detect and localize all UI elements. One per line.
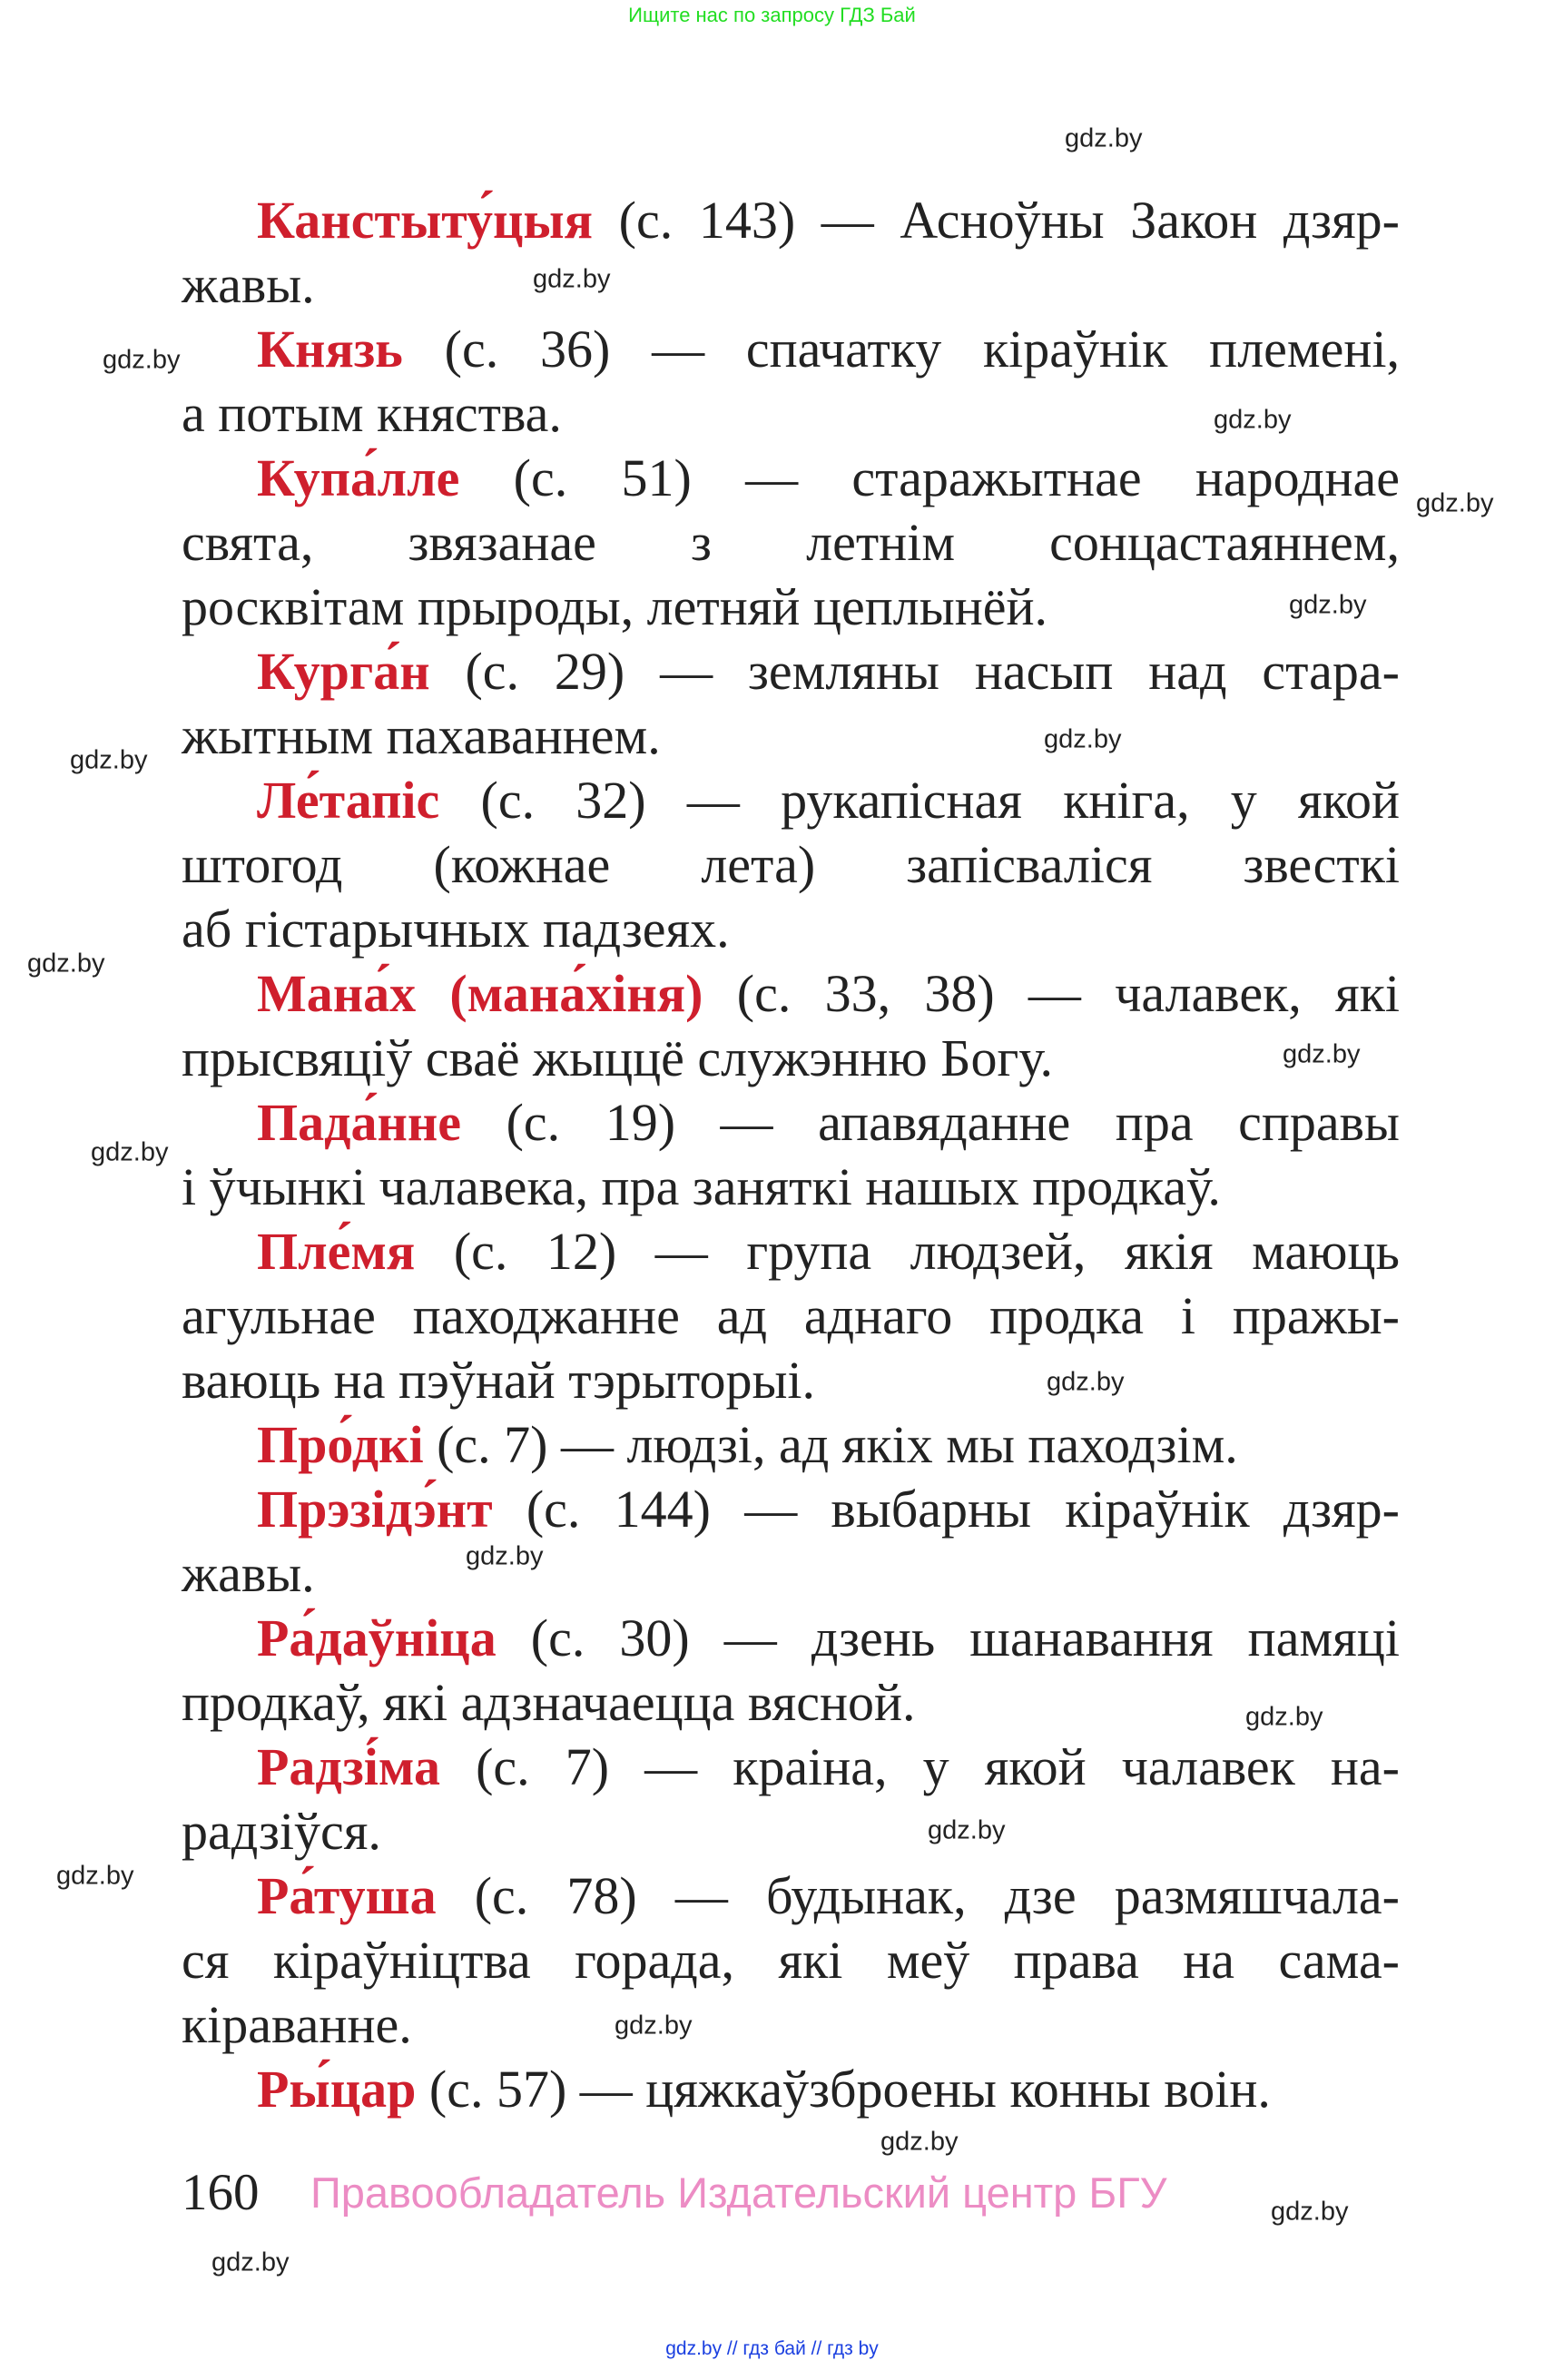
glossary-definition: (с. 32) — рукапісная кніга, у якой bbox=[439, 771, 1400, 830]
glossary-definition: росквітам прыроды, летняй цеплынёй. bbox=[182, 577, 1048, 636]
glossary-line bbox=[182, 1026, 1400, 1090]
glossary-line bbox=[182, 1799, 1400, 1864]
glossary-entry bbox=[182, 446, 1400, 510]
glossary-line bbox=[182, 1992, 1400, 2057]
watermark: gdz.by bbox=[466, 1541, 544, 1571]
glossary-definition: (с. 36) — спачатку кіраўнік племені, bbox=[402, 320, 1400, 379]
glossary-term: Ры́цар bbox=[257, 2060, 417, 2119]
watermark: gdz.by bbox=[1047, 1367, 1125, 1397]
watermark: gdz.by bbox=[211, 2247, 290, 2277]
glossary-definition: (с. 143) — Асноўны Закон дзяр- bbox=[593, 191, 1400, 250]
glossary-entry bbox=[182, 639, 1400, 703]
glossary-definition: жытным пахаваннем. bbox=[182, 706, 661, 765]
glossary-line bbox=[182, 832, 1400, 897]
glossary-entry bbox=[182, 188, 1400, 252]
glossary-line bbox=[182, 1670, 1400, 1735]
glossary-definition: (с. 7) — людзі, ад якіх мы паходзім. bbox=[423, 1415, 1238, 1474]
glossary-entry bbox=[182, 1219, 1400, 1283]
glossary-definition: (с. 144) — выбарны кіраўнік дзяр- bbox=[492, 1480, 1400, 1539]
glossary-line bbox=[182, 1283, 1400, 1348]
watermark: gdz.by bbox=[1283, 1039, 1361, 1069]
glossary-term: Пада́нне bbox=[257, 1093, 462, 1152]
glossary-entry bbox=[182, 1412, 1400, 1477]
glossary-definition: (с. 12) — група людзей, якія маюць bbox=[415, 1222, 1400, 1281]
watermark: gdz.by bbox=[1416, 488, 1494, 518]
glossary-line bbox=[182, 1348, 1400, 1412]
glossary-term: Ра́туша bbox=[257, 1866, 437, 1925]
watermark: gdz.by bbox=[70, 745, 148, 775]
glossary-definition: кіраванне. bbox=[182, 1995, 412, 2054]
glossary-definition: ся кіраўніцтва горада, які меў права на сама- bbox=[182, 1931, 1400, 1990]
watermark: gdz.by bbox=[91, 1137, 169, 1167]
glossary-term: Курга́н bbox=[257, 642, 430, 701]
glossary-term: Ра́даўніца bbox=[257, 1608, 497, 1667]
watermark: gdz.by bbox=[1044, 724, 1122, 754]
watermark: gdz.by bbox=[1065, 123, 1143, 153]
glossary-line bbox=[182, 897, 1400, 961]
glossary-term: Князь bbox=[257, 320, 403, 379]
glossary-entry bbox=[182, 1864, 1400, 1928]
glossary-term: Прэзідэ́нт bbox=[257, 1480, 493, 1539]
watermark: gdz.by bbox=[928, 1815, 1006, 1845]
watermark: gdz.by bbox=[56, 1861, 134, 1891]
glossary-term: Радзі́ма bbox=[257, 1737, 441, 1796]
glossary-definition: а потым княства. bbox=[182, 384, 562, 443]
glossary-entry bbox=[182, 2057, 1400, 2121]
watermark: gdz.by bbox=[27, 949, 105, 979]
glossary-entry bbox=[182, 1606, 1400, 1670]
watermark: gdz.by bbox=[533, 264, 611, 294]
glossary-line bbox=[182, 1155, 1400, 1219]
watermark: gdz.by bbox=[1245, 1702, 1323, 1732]
glossary-line bbox=[182, 252, 1400, 317]
glossary-line bbox=[182, 1541, 1400, 1606]
top-banner: Ищите нас по запросу ГДЗ Бай bbox=[628, 4, 916, 26]
glossary-term: Канстыту́цыя bbox=[257, 191, 594, 250]
watermark: gdz.by bbox=[1271, 2197, 1349, 2227]
glossary-line bbox=[182, 510, 1400, 575]
glossary-definition: (с. 30) — дзень шанавання памяці bbox=[496, 1608, 1400, 1667]
glossary-entry bbox=[182, 768, 1400, 832]
watermark: gdz.by bbox=[1289, 590, 1367, 620]
glossary-definition: прысвяціў сваё жыццё служэнню Богу. bbox=[182, 1028, 1054, 1087]
glossary-definition: ваюць на пэўнай тэрыторыі. bbox=[182, 1351, 816, 1410]
watermark: gdz.by bbox=[1214, 405, 1292, 435]
glossary-definition: аб гістарычных падзеях. bbox=[182, 900, 730, 959]
glossary-definition: (с. 57) — цяжкаўзброены конны воін. bbox=[416, 2060, 1271, 2119]
glossary-line bbox=[182, 1928, 1400, 1992]
glossary-term: Пле́мя bbox=[257, 1222, 416, 1281]
glossary-definition: жавы. bbox=[182, 255, 315, 314]
watermark: gdz.by bbox=[880, 2127, 959, 2157]
glossary-entry bbox=[182, 317, 1400, 381]
glossary-term: Мана́х (мана́хіня) bbox=[257, 964, 703, 1023]
glossary-entry bbox=[182, 1477, 1400, 1541]
glossary-term: Ле́тапіс bbox=[257, 771, 440, 830]
glossary-definition: штогод (кожнае лета) запісваліся звесткі bbox=[182, 835, 1400, 894]
glossary-term: Про́дкі bbox=[257, 1415, 424, 1474]
glossary-definition: (с. 51) — старажытнае народнае bbox=[459, 448, 1400, 507]
glossary-definition: і ўчынкі чалавека, пра заняткі нашых продкаў. bbox=[182, 1157, 1221, 1216]
glossary-line bbox=[182, 703, 1400, 768]
glossary-definition: (с. 7) — краіна, у якой чалавек на- bbox=[440, 1737, 1400, 1796]
glossary-definition: жавы. bbox=[182, 1544, 315, 1603]
glossary-term: Купа́лле bbox=[257, 448, 460, 507]
glossary-definition: радзіўся. bbox=[182, 1802, 381, 1861]
watermark: gdz.by bbox=[103, 345, 181, 375]
glossary-definition: (с. 33, 38) — чалавек, які bbox=[703, 964, 1401, 1023]
glossary-definition: (с. 29) — земляны насып над стара- bbox=[429, 642, 1400, 701]
watermark: gdz.by bbox=[615, 2011, 693, 2041]
glossary-entry bbox=[182, 1735, 1400, 1799]
glossary-definition: свята, звязанае з летнім сонцастаяннем, bbox=[182, 513, 1400, 572]
glossary-definition: (с. 19) — апавяданне пра справы bbox=[461, 1093, 1400, 1152]
glossary-entry bbox=[182, 961, 1400, 1026]
glossary-list bbox=[182, 188, 1400, 2121]
bottom-banner: gdz.by // гдз бай // гдз by bbox=[665, 2338, 879, 2359]
copyright-notice: Правообладатель Издательский центр БГУ bbox=[310, 2169, 1167, 2217]
glossary-line bbox=[182, 575, 1400, 639]
glossary-definition: продкаў, які адзначаецца вясной. bbox=[182, 1673, 916, 1732]
page-number: 160 bbox=[182, 2164, 260, 2221]
glossary-definition: (с. 78) — будынак, дзе размяшчала- bbox=[436, 1866, 1400, 1925]
glossary-definition: агульнае паходжанне ад аднаго продка і пражы- bbox=[182, 1286, 1400, 1345]
glossary-entry bbox=[182, 1090, 1400, 1155]
